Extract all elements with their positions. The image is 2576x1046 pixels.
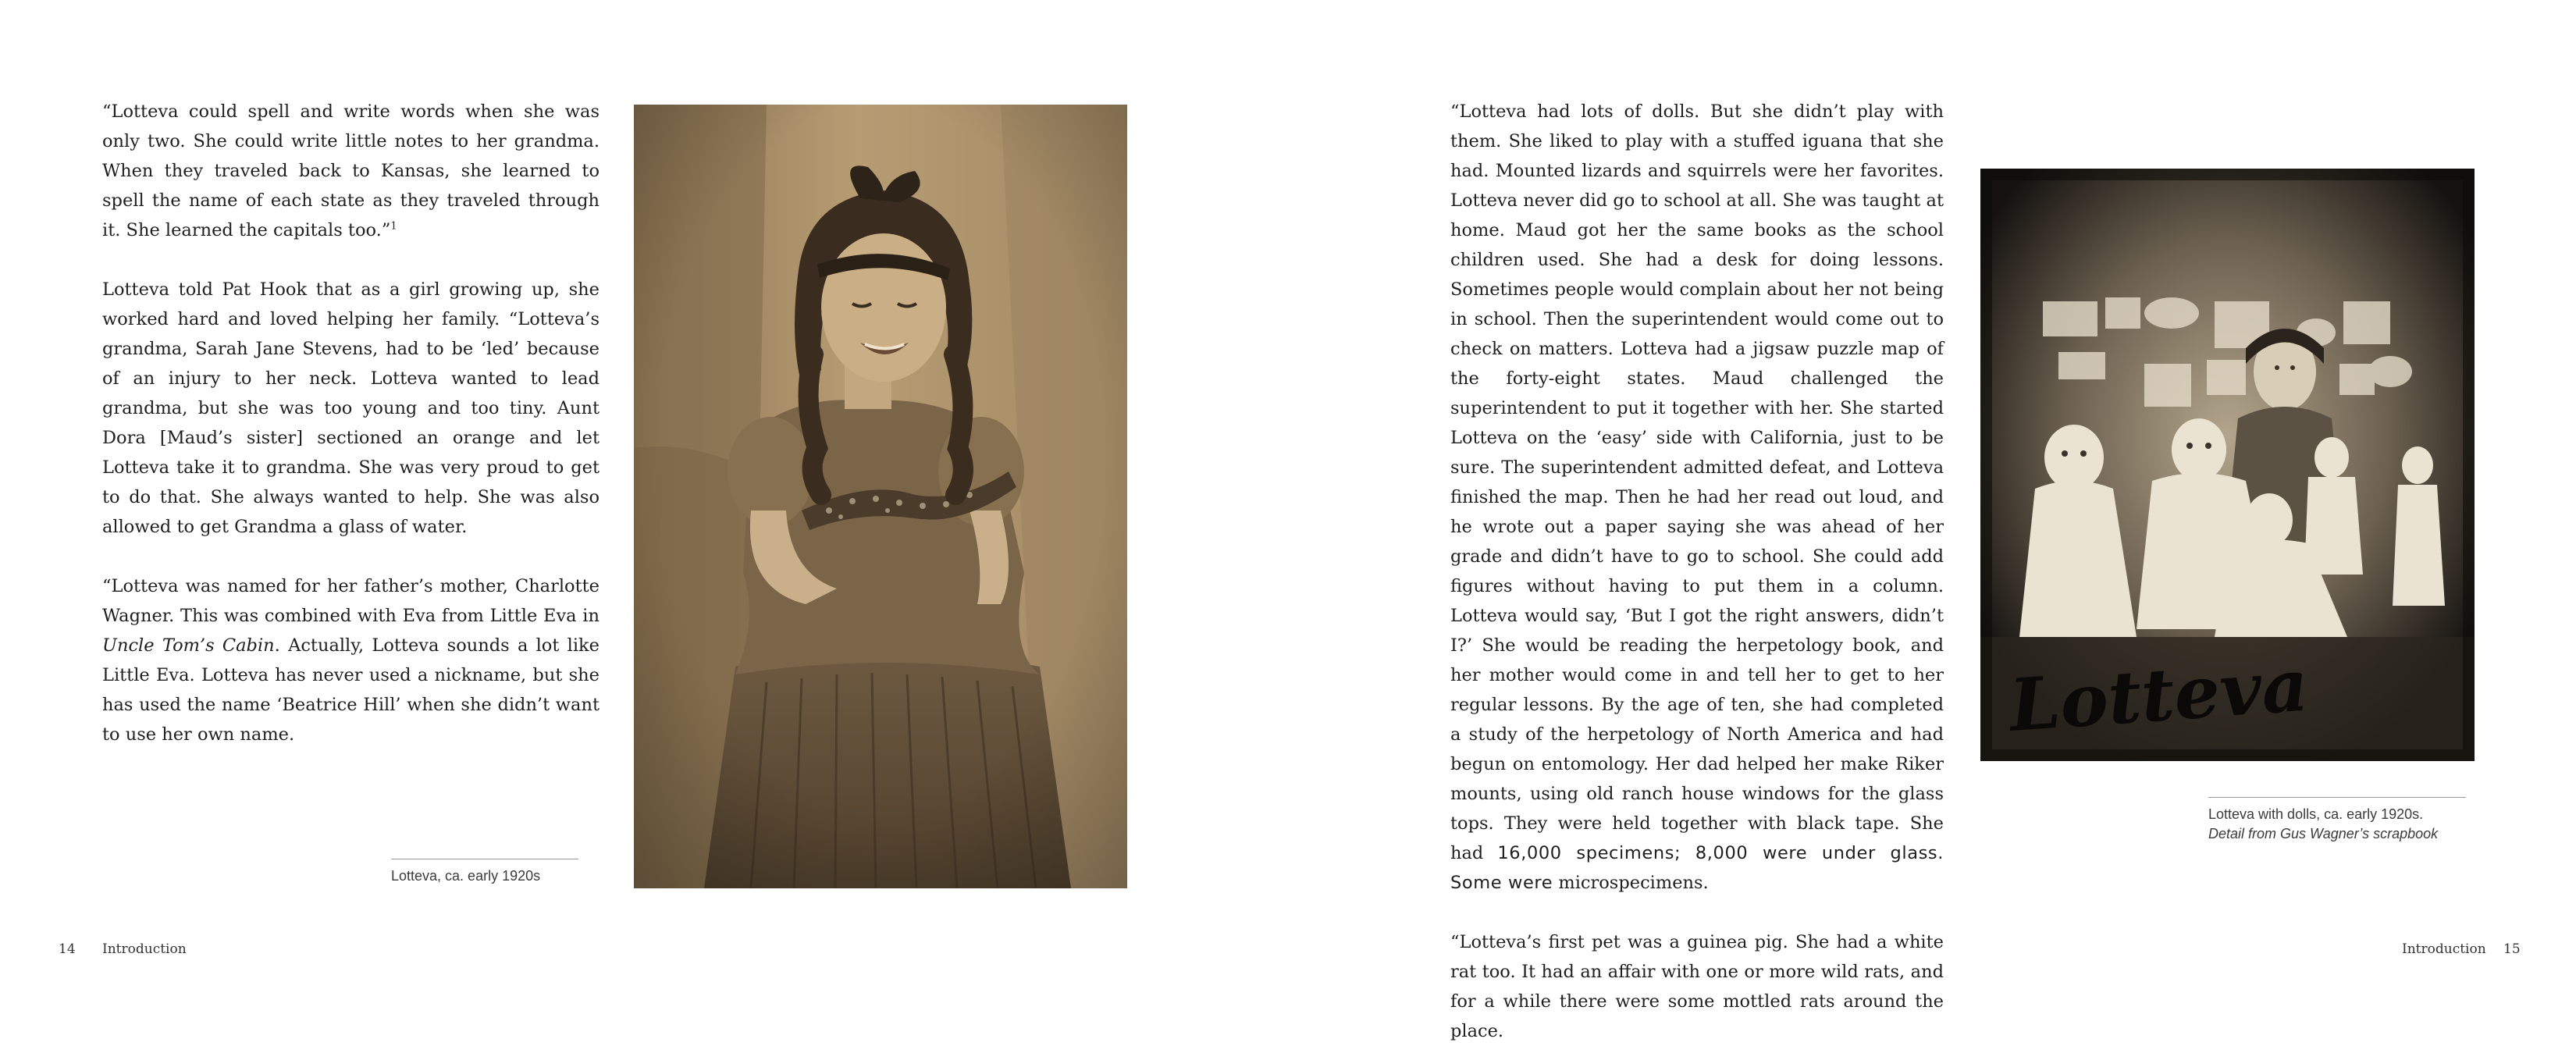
book-title-italic: Uncle Tom’s Cabin — [102, 635, 275, 656]
caption-rule — [2208, 797, 2466, 798]
right-caption-line2: Detail from Gus Wagner’s scrapbook — [2208, 826, 2439, 841]
left-running-footer: Introduction — [102, 941, 187, 957]
photo-lotteva-with-dolls — [1980, 169, 2475, 761]
dolls-photo-illustration — [1980, 169, 2475, 761]
right-photo-caption — [2208, 797, 2466, 844]
right-paragraph-1: “Lotteva had lots of dolls. But she didn’t play with them. She liked to play with a stuffed iguana that she had. Mounted lizards and squirrels were her favorites. Lotteva never did go to school at all. She was taught at home. Maud got her the same books as the school children used. She had a desk for doing lessons. Sometimes people would complain about her not being in school. Then the superintendent would come out to check on matters. Lotteva had a jigsaw puzzle map of the forty-eight states. Maud challenged the superintendent to put it together with her. She started Lotteva on the ‘easy’ side with California, just to be sure. The superintendent admitted defeat, and Lotteva finished the map. Then he had her read out loud, and he wrote out a paper saying she was ahead of her grade and didn’t have to go to school. She could add figures without having to put them in a column. Lotteva would say, ‘But I got the right answers, didn’t I?’ She would be reading the herpetology book, and her mother would come in and tell her to get to her regular lessons. By the age of ten, she had completed a study of the herpetology of North America and had begun on entomology. Her dad helped her make Riker mounts, using old ranch house windows for the glass tops. They were held together with black tape. She had 16,000 specimens; 8,000 were under glass. Some were microspecimens. — [1450, 101, 1944, 893]
right-running-footer: Introduction — [2402, 941, 2486, 957]
sepia-portrait-illustration — [634, 105, 1127, 888]
left-paragraph-3: “Lotteva was named for her father’s mother, Charlotte Wagner. This was combined with Eva from Little Eva in Uncle Tom’s Cabin. Actually, Lotteva sounds a lot like Little Eva. Lotteva has never used a nickname, but she has used the name ‘Beatrice Hill’ when she didn’t want to use her own name. — [102, 576, 600, 745]
right-caption-line1: Lotteva with dolls, ca. early 1920s. — [2208, 806, 2424, 822]
footnote-mark: 1 — [390, 220, 397, 233]
left-page-text-column — [102, 97, 600, 749]
left-paragraph-1: “Lotteva could spell and write words when she was only two. She could write little notes to her grandma. When they traveled back to Kansas, she learned to spell the name of each state as they traveled through it. She learned the capitals too.”$^1$ — [102, 101, 600, 240]
photo-lotteva-girl — [634, 105, 1127, 888]
handwritten-inscription: Lotteva — [2007, 642, 2311, 748]
left-photo-caption — [391, 859, 578, 886]
left-caption-text: Lotteva, ca. early 1920s — [391, 868, 541, 884]
right-page-text-column — [1450, 97, 1944, 1046]
right-page-number: 15 — [2503, 941, 2521, 957]
left-paragraph-2: Lotteva told Pat Hook that as a girl growing up, she worked hard and loved helping her family. “Lotteva’s grandma, Sarah Jane Stevens, had to be ‘led’ because of an injury to her neck. Lotteva wanted to lead grandma, but she was too young and too tiny. Aunt Dora [Maud’s sister] sectioned an orange and let Lotteva take it to grandma. She was very proud to get to do that. She always wanted to help. She was also allowed to get Grandma a glass of water. — [102, 279, 600, 537]
left-page-number: 14 — [59, 941, 76, 957]
right-paragraph-2: “Lotteva’s first pet was a guinea pig. She had a white rat too. It had an affair with one or more wild rats, and for a while there were some mottled rats around the place. — [1450, 932, 1944, 1041]
